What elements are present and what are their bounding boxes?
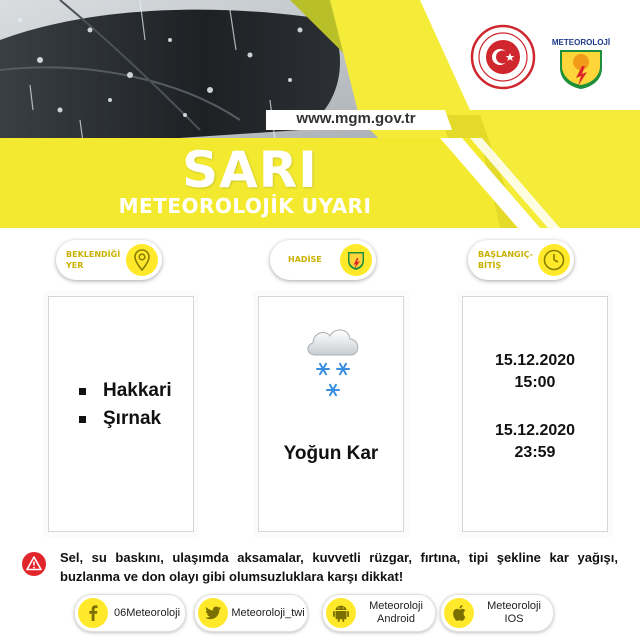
start-date: 15.12.2020 xyxy=(494,352,576,369)
event-card xyxy=(258,296,404,532)
alert-subtitle: METEOROLOJİK UYARI xyxy=(118,194,372,218)
social-android-label-2: Android xyxy=(377,613,415,625)
ministry-seal-icon xyxy=(470,24,536,90)
pill-event-label: HADİSE xyxy=(288,255,322,264)
header-banner xyxy=(0,0,640,228)
warning-message: Sel, su baskını, ulaşımda aksamalar, kuvvetli rüzgar, fırtına, tipi şekline kar yağışı, buzlanma ve don olayı gibi olumsuzluklara karşı dikkat! xyxy=(60,550,618,584)
social-android[interactable] xyxy=(322,594,436,632)
social-android-label: Meteoroloji xyxy=(369,600,423,612)
social-facebook[interactable] xyxy=(74,594,186,632)
period-card xyxy=(462,296,608,532)
website-url[interactable]: www.mgm.gov.tr xyxy=(296,110,416,127)
location-pin-icon xyxy=(126,244,158,276)
snow-cloud-icon xyxy=(303,319,363,409)
weather-logo-icon xyxy=(340,244,372,276)
twitter-icon xyxy=(198,598,228,628)
social-ios-label: Meteoroloji xyxy=(487,600,541,612)
location-list xyxy=(77,377,172,433)
end-time: 23:59 xyxy=(514,444,556,461)
warning-triangle-icon xyxy=(22,552,46,576)
social-ios[interactable] xyxy=(440,594,554,632)
pill-period-label-2: BİTİŞ xyxy=(478,261,502,270)
list-item: Hakkari xyxy=(77,377,172,405)
facebook-icon xyxy=(78,598,108,628)
event-name: Yoğun Kar xyxy=(283,443,379,464)
social-twitter[interactable] xyxy=(194,594,308,632)
pill-location-label: BEKLENDİĞİ xyxy=(66,250,121,259)
social-facebook-label: 06Meteoroloji xyxy=(113,606,181,619)
mgm-logo-text: METEOROLOJİ xyxy=(551,38,611,47)
pill-location xyxy=(56,240,162,280)
pill-period-label: BAŞLANGIÇ- xyxy=(478,250,533,259)
locations-card xyxy=(48,296,194,532)
alert-level-title: SARI xyxy=(182,141,318,199)
list-item: Şırnak xyxy=(77,405,172,433)
clock-icon xyxy=(538,244,570,276)
social-ios-label-2: IOS xyxy=(504,613,524,625)
pill-location-label-2: YER xyxy=(66,261,84,270)
start-time: 15:00 xyxy=(514,374,556,391)
end-date: 15.12.2020 xyxy=(494,422,576,439)
social-twitter-label: Meteoroloji_twi xyxy=(231,606,305,619)
pill-period xyxy=(468,240,574,280)
apple-icon xyxy=(444,598,474,628)
android-icon xyxy=(326,598,356,628)
pill-event xyxy=(270,240,376,280)
